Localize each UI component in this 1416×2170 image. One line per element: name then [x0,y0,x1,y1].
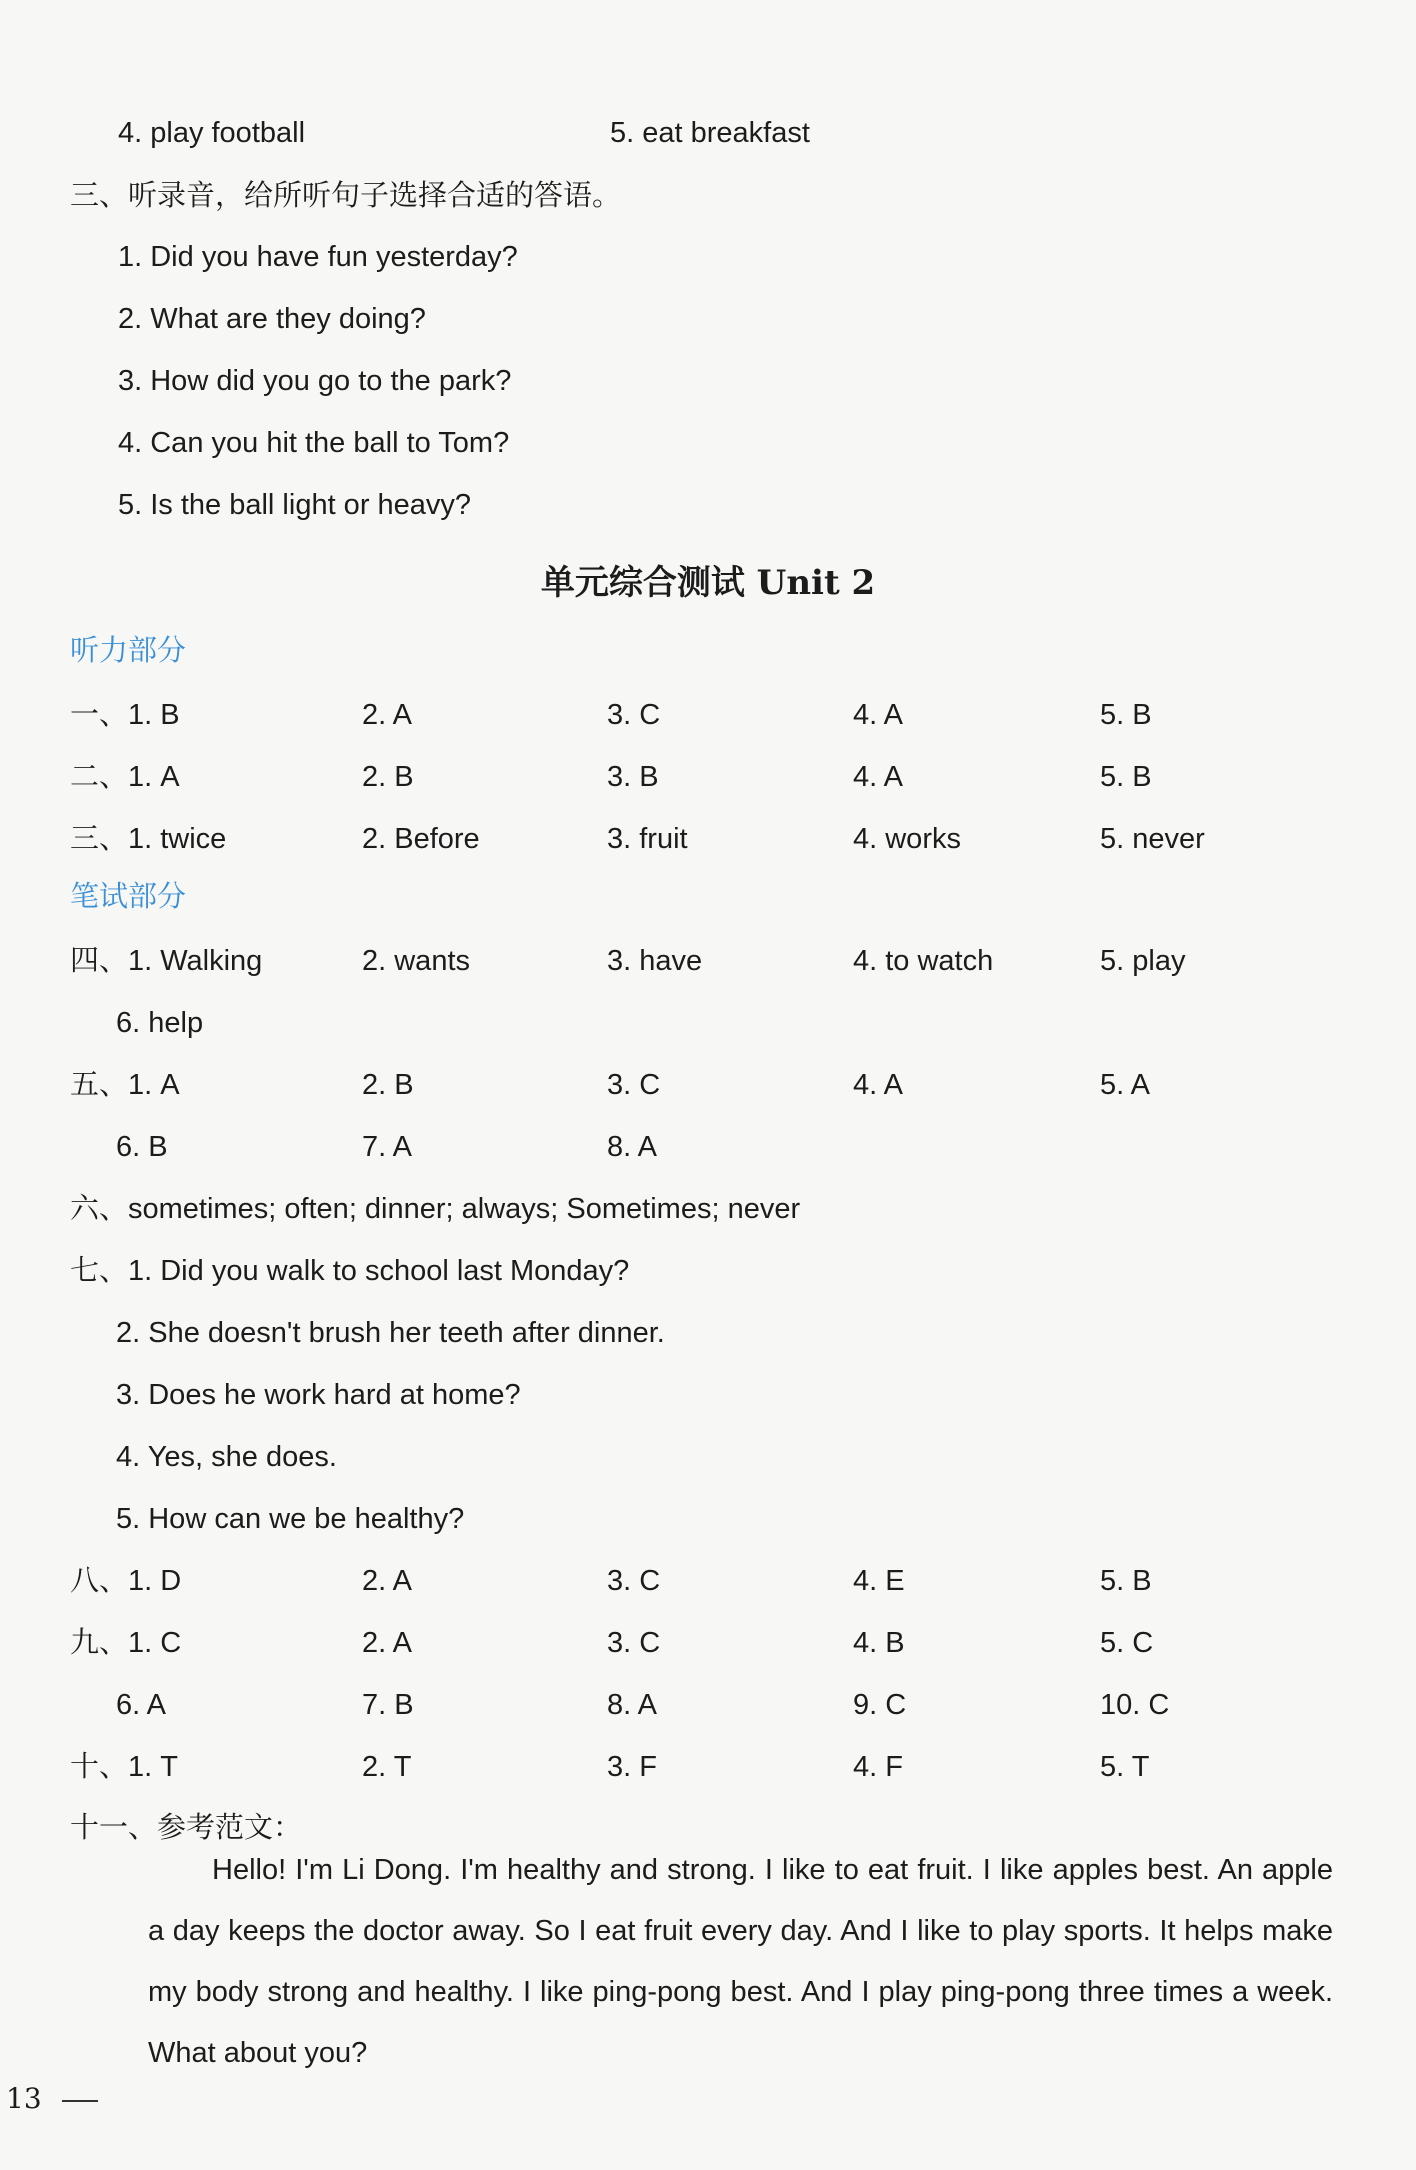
answer-item: 5. T [1100,1751,1150,1783]
answer-item: 3. C [607,699,661,731]
answer-row [0,1556,1416,1606]
answer-item: 2. Before [362,823,480,855]
answer-item: 5. eat breakfast [610,117,810,149]
page-number-dash [62,2100,98,2102]
answer-item: 2. T [362,1751,412,1783]
answer-item: 2. B [362,761,414,793]
answer-item: 4. Yes, she does. [116,1441,337,1473]
answer-row [0,690,1416,740]
list-item-text: 1. Did you have fun yesterday? [118,241,518,273]
answer-item: 3. Does he work hard at home? [116,1379,521,1411]
answer-row [0,108,1416,158]
list-item [0,294,1416,344]
list-item [0,356,1416,406]
answer-item: 8. A [607,1689,657,1721]
answer-item: 3. have [607,945,703,977]
answer-item: 3. B [607,761,659,793]
answer-item: 五、1. A [70,1069,180,1101]
answer-item: 3. C [607,1627,661,1659]
list-item [0,480,1416,530]
answer-item: 5. play [1100,945,1186,977]
writing-section-label: 笔试部分 [70,879,187,913]
answer-item: 6. B [116,1131,168,1163]
list-item-text: 5. Is the ball light or heavy? [118,489,472,521]
answer-row [0,1494,1416,1544]
answer-row [0,1308,1416,1358]
answer-item: 9. C [853,1689,907,1721]
answer-item: 四、1. Walking [70,945,263,977]
answer-item: 10. C [1100,1689,1170,1721]
answer-item: 六、sometimes; often; dinner; always; Sometimes; never [70,1193,801,1225]
answer-item: 三、1. twice [70,823,227,855]
list-item-text: 4. Can you hit the ball to Tom? [118,427,510,459]
answer-item: 5. A [1100,1069,1150,1101]
answer-item: 2. B [362,1069,414,1101]
answer-item: 4. to watch [853,945,994,977]
answer-item: 7. B [362,1689,414,1721]
answer-item: 4. F [853,1751,903,1783]
answer-row [0,752,1416,802]
answer-item: 八、1. D [70,1565,182,1597]
list-item [0,418,1416,468]
answer-item: 4. A [853,761,903,793]
answer-item: 4. works [853,823,961,855]
answer-item: 3. fruit [607,823,688,855]
answer-item: 4. E [853,1565,905,1597]
answer-item: 4. play football [118,117,306,149]
answer-item: 5. B [1100,699,1152,731]
answer-row [0,1122,1416,1172]
answer-item: 3. F [607,1751,657,1783]
answer-row [0,1680,1416,1730]
answer-item: 2. wants [362,945,470,977]
answer-item: 九、1. C [70,1627,182,1659]
answer-item: 2. She doesn't brush her teeth after dinner. [116,1317,665,1349]
answer-row [0,1432,1416,1482]
section-heading-text: 三、听录音，给所听句子选择合适的答语。 [70,178,622,212]
answer-item: 2. A [362,699,412,731]
answer-item: 2. A [362,1565,412,1597]
answer-item: 4. A [853,1069,903,1101]
answer-item: 一、1. B [70,699,180,731]
answer-row [0,1184,1416,1234]
answer-row [0,814,1416,864]
list-item-text: 3. How did you go to the park? [118,365,512,397]
answer-item: 3. C [607,1069,661,1101]
answer-item: 2. A [362,1627,412,1659]
listening-section-label: 听力部分 [70,633,187,667]
answer-item: 7. A [362,1131,412,1163]
answer-row [0,1742,1416,1792]
answer-row [0,1618,1416,1668]
answer-item: 6. help [116,1007,204,1039]
answer-item: 6. A [116,1689,166,1721]
answer-row [0,1060,1416,1110]
section-heading [0,170,1416,220]
answer-row [0,998,1416,1048]
answer-item: 5. How can we be healthy? [116,1503,465,1535]
answer-item: 七、1. Did you walk to school last Monday? [70,1255,630,1287]
answer-item: 十、1. T [70,1751,178,1783]
answer-item: 5. C [1100,1627,1154,1659]
section-heading-text: 十一、参考范文： [70,1810,303,1844]
sample-essay: Hello! I'm Li Dong. I'm healthy and strong. I like to eat fruit. I like apples best. An apple a day keeps the doctor away. So I eat fruit every day. And I like to play sports. It helps make my body strong and healthy. I like ping-pong best. And I play ping-pong three times a week. What about you? [148,1854,1333,2069]
answer-row [0,1370,1416,1420]
answer-item: 8. A [607,1131,657,1163]
answer-item: 4. B [853,1627,905,1659]
page-title: 单元综合测试 Unit 2 [540,563,876,603]
list-item [0,232,1416,282]
answer-item: 3. C [607,1565,661,1597]
list-item-text: 2. What are they doing? [118,303,426,335]
page-number: 13 [6,2082,42,2115]
answer-row [0,936,1416,986]
answer-item: 5. B [1100,1565,1152,1597]
answer-row [0,1246,1416,1296]
answer-item: 5. never [1100,823,1205,855]
answer-item: 二、1. A [70,761,180,793]
answer-item: 4. A [853,699,903,731]
answer-item: 5. B [1100,761,1152,793]
